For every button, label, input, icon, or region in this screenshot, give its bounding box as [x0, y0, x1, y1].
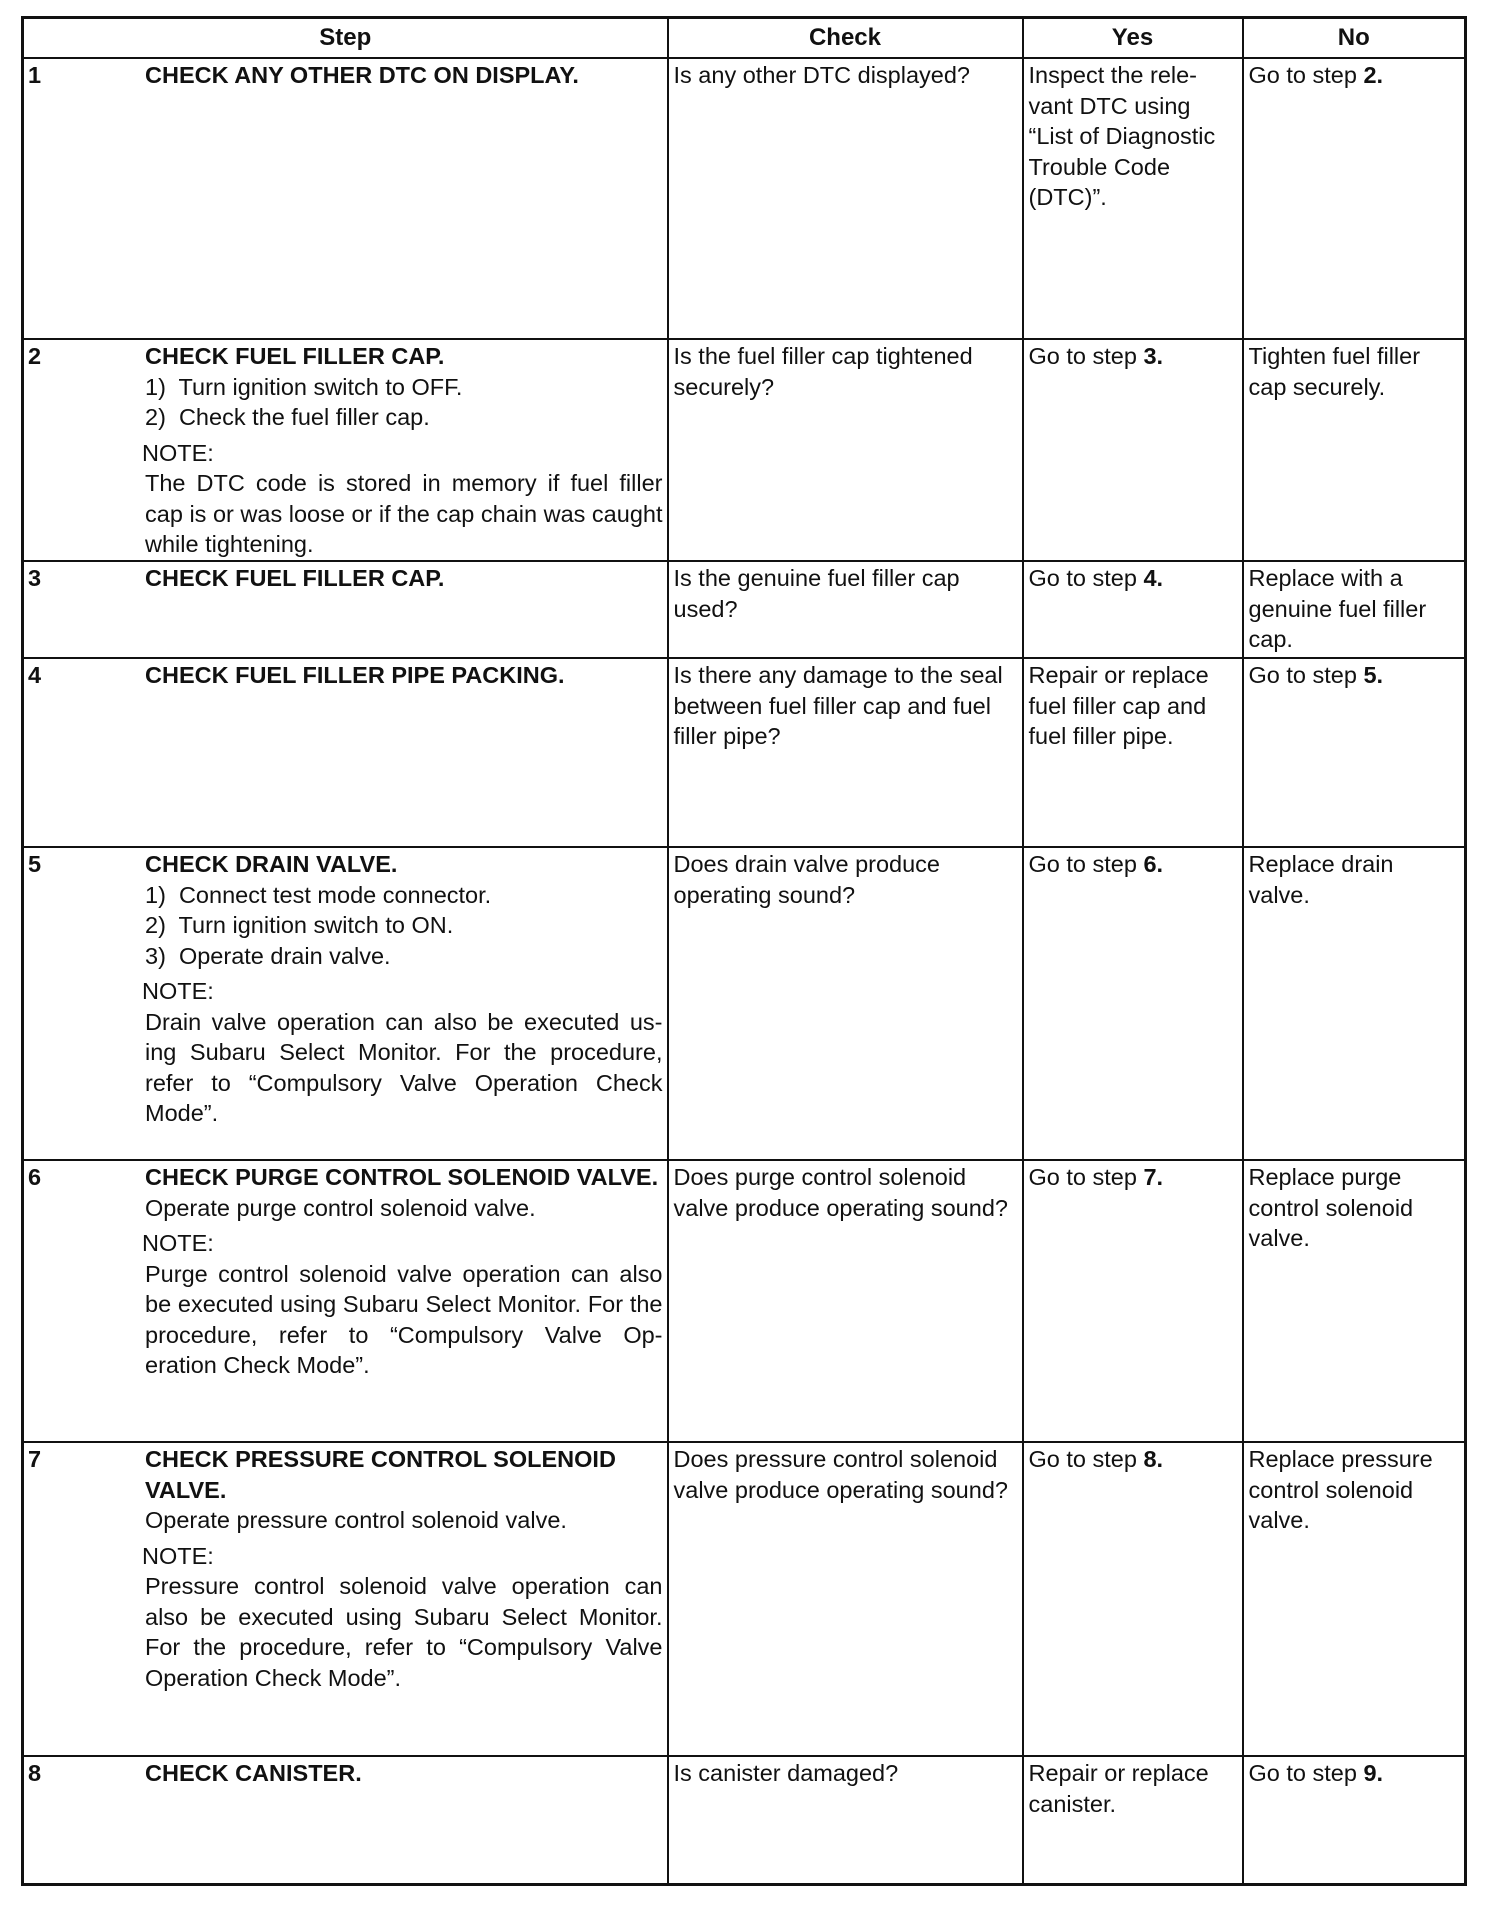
yes-step-ref: 8.: [1143, 1446, 1164, 1472]
yes-text: Inspect the rele- vant DTC using “List of Diagnostic Trouble Code (DTC)”.: [1028, 62, 1216, 210]
step-body: [142, 1443, 663, 1693]
diagnostic-table: [21, 16, 1467, 1886]
table-row: [23, 561, 1466, 658]
step-title: CHECK ANY OTHER DTC ON DISPLAY.: [145, 62, 579, 88]
no-cell: [1243, 58, 1466, 339]
table-row: [23, 1756, 1466, 1884]
yes-cell: [1023, 58, 1243, 339]
step-number: 8: [28, 1760, 42, 1786]
step-title: CHECK CANISTER.: [145, 1760, 362, 1786]
step-cell: [23, 1160, 668, 1442]
header-yes: Yes: [1023, 18, 1243, 59]
step-instruction: 3) Operate drain valve.: [145, 942, 391, 969]
check-cell: Is the genuine fuel filler cap used?: [668, 561, 1023, 658]
step-cell: [23, 1756, 668, 1884]
step-number: 3: [28, 565, 42, 591]
step-cell: [23, 561, 668, 658]
no-cell: [1243, 339, 1466, 561]
yes-step-ref: 7.: [1143, 1164, 1164, 1190]
no-text: Replace purge control solenoid valve.: [1248, 1164, 1414, 1251]
yes-cell: [1023, 339, 1243, 561]
header-no: No: [1243, 18, 1466, 59]
yes-goto-text: Go to step: [1028, 1446, 1144, 1472]
note-label: NOTE:: [142, 1230, 214, 1256]
yes-step-ref: 3.: [1143, 343, 1164, 369]
table-row: [23, 339, 1466, 561]
check-cell: Is any other DTC displayed?: [668, 58, 1023, 339]
no-text: Replace with a genuine fuel filler cap.: [1248, 565, 1427, 652]
yes-step-ref: 4.: [1143, 565, 1164, 591]
yes-goto-text: Go to step: [1028, 851, 1144, 877]
table-body: [23, 58, 1466, 1884]
yes-cell: [1023, 847, 1243, 1160]
step-instruction: 2) Turn ignition switch to ON.: [145, 912, 454, 938]
table-row: [23, 1160, 1466, 1442]
step-instruction: 2) Check the fuel filler cap.: [145, 404, 430, 430]
yes-cell: [1023, 658, 1243, 847]
check-cell: Does pressure control solenoid valve produce operating sound?: [668, 1442, 1023, 1756]
yes-cell: [1023, 1756, 1243, 1884]
no-text: Replace pressure control solenoid valve.: [1248, 1446, 1433, 1533]
yes-text: Repair or replace canister.: [1028, 1760, 1209, 1817]
check-cell: Is canister damaged?: [668, 1756, 1023, 1884]
step-instruction: Operate purge control solenoid valve.: [145, 1194, 536, 1221]
no-goto-text: Go to step: [1248, 62, 1364, 88]
step-body: [145, 1757, 663, 1789]
step-cell: [23, 658, 668, 847]
check-cell: Is there any damage to the seal between fuel filler cap and fuel filler pipe?: [668, 658, 1023, 847]
no-cell: [1243, 1160, 1466, 1442]
step-body: [145, 659, 663, 691]
check-cell: Does purge control solenoid valve produce operating sound?: [668, 1160, 1023, 1442]
step-instruction: Operate pressure control solenoid valve.: [145, 1507, 567, 1533]
step-title: CHECK FUEL FILLER CAP.: [145, 343, 445, 369]
step-instruction: 1) Turn ignition switch to OFF.: [145, 373, 463, 400]
header-step: Step: [23, 18, 668, 59]
yes-goto-text: Go to step: [1028, 343, 1144, 369]
note-label: NOTE:: [142, 978, 214, 1004]
check-cell: Is the fuel filler cap tightened securely?: [668, 339, 1023, 561]
step-body: [145, 59, 663, 91]
step-cell: [23, 58, 668, 339]
no-goto-text: Go to step: [1248, 1760, 1364, 1786]
no-text: Replace drain valve.: [1248, 851, 1394, 908]
yes-cell: [1023, 1160, 1243, 1442]
note-text: Drain valve operation can also be executed us- ing Subaru Select Monitor. For the procedure, refer to “Compulsory Valve Operation Check Mode”.: [145, 1008, 663, 1126]
step-cell: [23, 339, 668, 561]
step-number: 5: [28, 851, 42, 877]
no-goto-text: Go to step: [1248, 662, 1364, 688]
table-row: [23, 1442, 1466, 1756]
header-check: Check: [668, 18, 1023, 59]
no-step-ref: 5.: [1363, 662, 1384, 688]
yes-text: Repair or replace fuel filler cap and fuel filler pipe.: [1028, 662, 1209, 749]
step-title: CHECK FUEL FILLER PIPE PACKING.: [145, 662, 565, 688]
note-text: Purge control solenoid valve operation can also be executed using Subaru Select Monitor. For the procedure, refer to “Compulsory Valve Op- eration Check Mode”.: [145, 1260, 663, 1378]
note-label: NOTE:: [142, 1542, 214, 1569]
step-instruction: 1) Connect test mode connector.: [145, 881, 492, 908]
step-number: 2: [28, 343, 42, 369]
step-number: 7: [28, 1446, 42, 1472]
yes-cell: [1023, 1442, 1243, 1756]
table-row: [23, 58, 1466, 339]
yes-step-ref: 6.: [1143, 851, 1164, 877]
step-title: CHECK FUEL FILLER CAP.: [145, 565, 445, 591]
note-text: The DTC code is stored in memory if fuel filler cap is or was loose or if the cap chain was caught while tightening.: [145, 470, 663, 557]
no-cell: [1243, 1756, 1466, 1884]
step-body: [142, 1161, 663, 1381]
no-text: Tighten fuel filler cap securely.: [1248, 343, 1421, 400]
no-cell: [1243, 847, 1466, 1160]
step-title: CHECK PURGE CONTROL SOLENOID VALVE.: [145, 1164, 659, 1190]
step-title: CHECK DRAIN VALVE.: [145, 851, 398, 877]
step-body: [145, 562, 663, 594]
table-header-row: [23, 18, 1466, 59]
no-cell: [1243, 1442, 1466, 1756]
check-cell: Does drain valve produce operating sound?: [668, 847, 1023, 1160]
step-number: 4: [28, 662, 42, 688]
note-label: NOTE:: [142, 439, 214, 466]
step-number: 6: [28, 1164, 42, 1190]
yes-goto-text: Go to step: [1028, 565, 1144, 591]
step-body: [142, 340, 663, 560]
step-body: [142, 848, 663, 1129]
yes-goto-text: Go to step: [1028, 1164, 1144, 1190]
step-cell: [23, 847, 668, 1160]
table-row: [23, 847, 1466, 1160]
no-step-ref: 2.: [1363, 62, 1384, 88]
no-cell: [1243, 561, 1466, 658]
step-cell: [23, 1442, 668, 1756]
no-cell: [1243, 658, 1466, 847]
yes-cell: [1023, 561, 1243, 658]
note-text: Pressure control solenoid valve operation can also be executed using Subaru Select Monitor. For the procedure, refer to “Compulsory Valve Operation Check Mode”.: [145, 1573, 663, 1691]
step-number: 1: [28, 62, 42, 88]
step-title: CHECK PRESSURE CONTROL SOLENOID VALVE.: [145, 1446, 616, 1503]
table-row: [23, 658, 1466, 847]
no-step-ref: 9.: [1363, 1760, 1384, 1786]
